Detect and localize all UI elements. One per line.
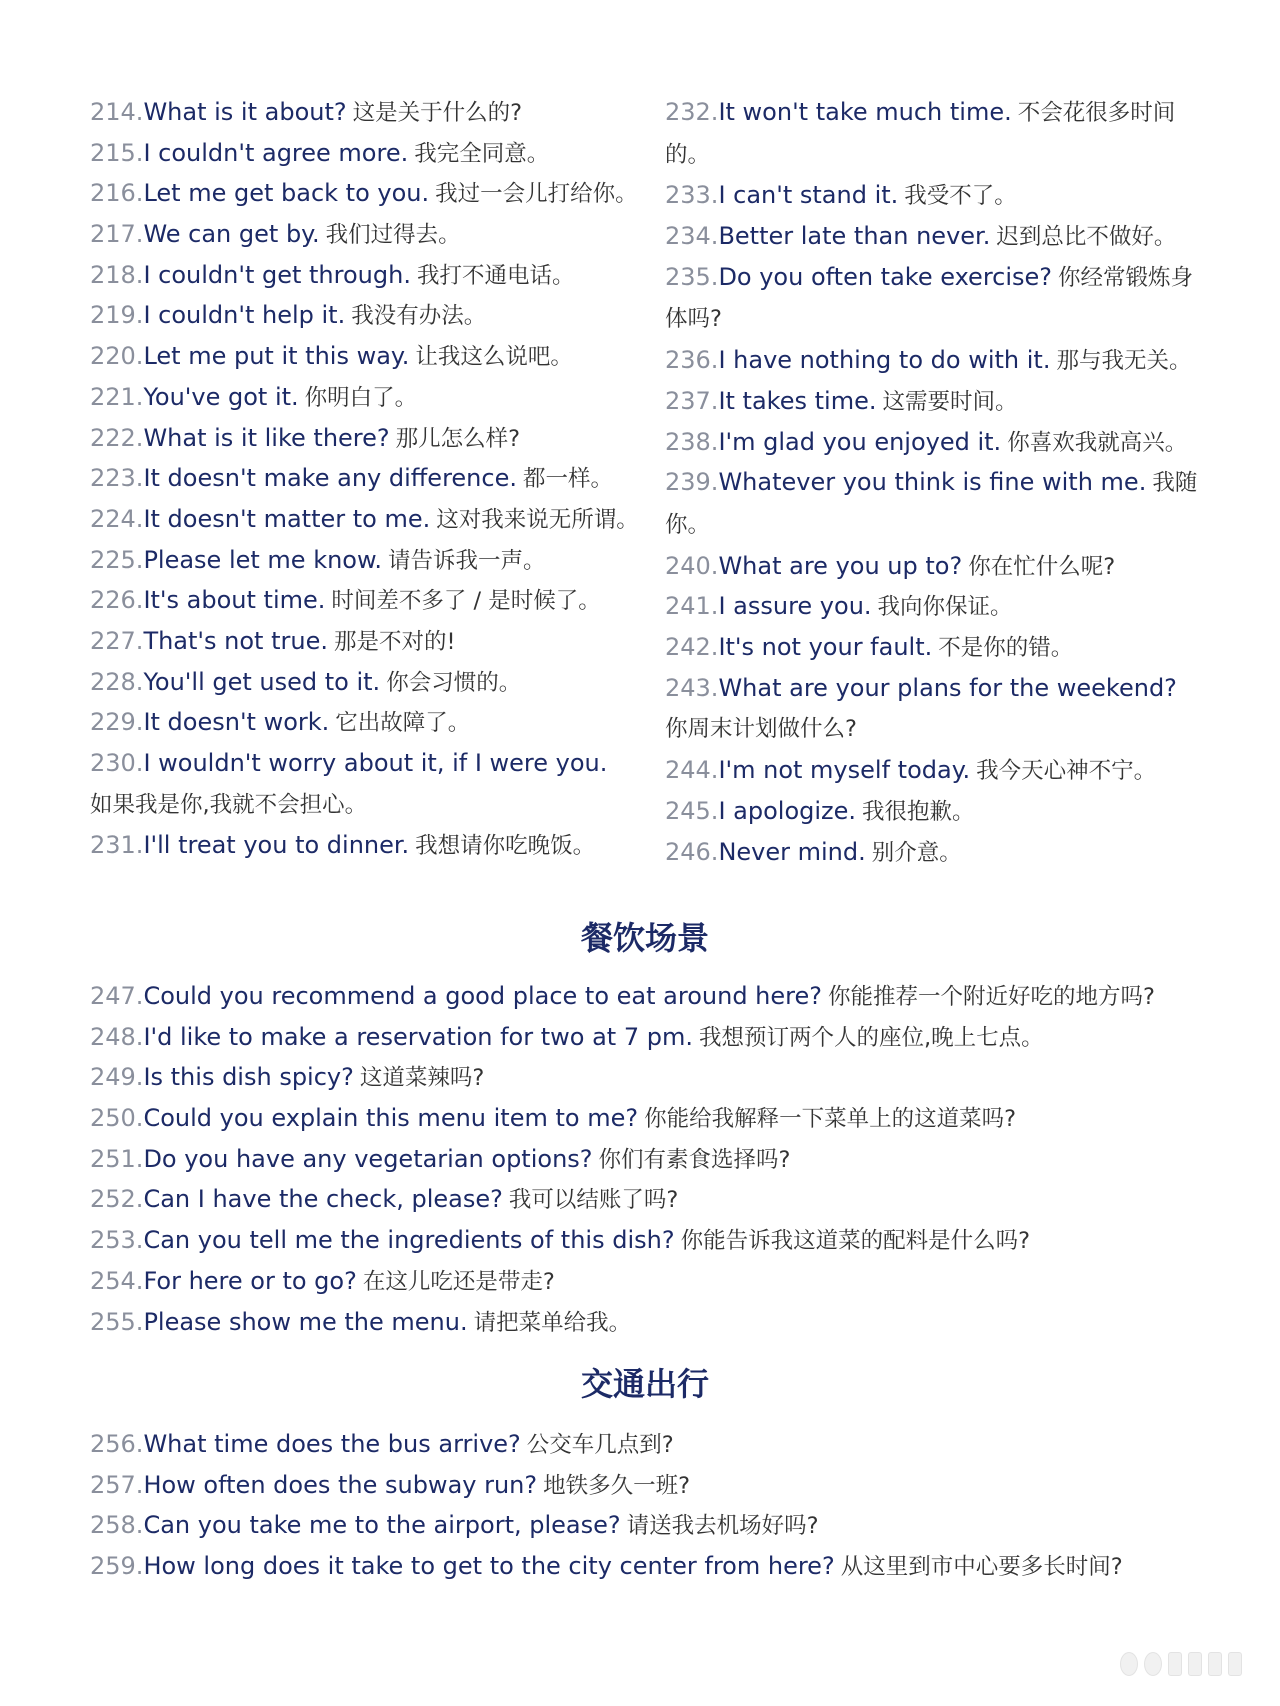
phrase-number: 236.: [665, 346, 719, 375]
phrase-line: [90, 702, 645, 743]
phrase-line: [90, 458, 645, 499]
phrase-english: Do you often take exercise?: [718, 262, 1053, 291]
phrase-line: [90, 377, 645, 418]
phrase-number: 246.: [665, 837, 719, 866]
phrase-english: I have nothing to do with it.: [718, 346, 1051, 375]
phrase-chinese: 你明白了。: [304, 384, 418, 411]
phrase-chinese: 你能告诉我这道菜的配料是什么吗?: [680, 1228, 1031, 1255]
phrase-line: [665, 546, 1200, 587]
phrase-number: 228.: [90, 667, 144, 696]
phrase-chinese: 请送我去机场好吗?: [626, 1513, 819, 1540]
phrase-chinese: 你会习惯的。: [386, 669, 522, 696]
phrase-line: [90, 540, 645, 581]
phrase-english: That's not true.: [143, 626, 328, 655]
phrase-english: Can I have the check, please?: [143, 1185, 503, 1214]
phrase-line: [90, 499, 645, 540]
phrase-english: It doesn't make any difference.: [143, 464, 517, 493]
phrase-line: [90, 1546, 1200, 1587]
phrase-number: 249.: [90, 1063, 144, 1092]
transport-section: [90, 1356, 1200, 1587]
phrase-chinese: 公交车几点到?: [526, 1432, 674, 1458]
phrase-line: [90, 825, 645, 866]
phrase-english: I wouldn't worry about it, if I were you.: [143, 749, 608, 777]
phrase-line: [90, 1261, 1200, 1302]
phrase-line: [90, 1017, 1200, 1058]
watermark-bar-icon: [1228, 1652, 1242, 1676]
phrase-english: Whatever you think is fine with me.: [718, 468, 1147, 497]
phrase-number: 227.: [90, 626, 144, 655]
phrase-chinese: 都一样。: [522, 466, 613, 493]
phrase-chinese: 你在忙什么呢?: [968, 553, 1116, 580]
phrase-number: 233.: [665, 181, 719, 210]
phrase-chinese: 我打不通电话。: [416, 262, 575, 289]
phrase-english: It takes time.: [718, 386, 877, 415]
phrase-number: 251.: [90, 1144, 144, 1173]
phrase-number: 223.: [90, 464, 144, 493]
phrase-english: Please let me know.: [143, 545, 383, 574]
phrase-number: 239.: [665, 468, 719, 497]
watermark-dot-icon: [1144, 1652, 1162, 1676]
phrase-line: [90, 580, 645, 621]
phrase-english: I can't stand it.: [718, 181, 899, 210]
phrase-line: [665, 668, 1200, 750]
phrase-english: I'm glad you enjoyed it.: [718, 427, 1002, 456]
phrase-line: [665, 381, 1200, 422]
phrase-chinese: 时间差不多了 / 是时候了。: [331, 588, 601, 615]
phrase-line: [665, 340, 1200, 381]
phrase-chinese: 迟到总比不做好。: [996, 224, 1177, 251]
phrase-number: 226.: [90, 586, 144, 615]
phrase-number: 253.: [90, 1226, 144, 1255]
phrase-english: It doesn't work.: [143, 708, 330, 737]
phrase-english: I'll treat you to dinner.: [143, 831, 410, 860]
phrase-english: You'll get used to it.: [143, 667, 381, 696]
phrase-line: [90, 743, 645, 825]
phrase-english: For here or to go?: [143, 1266, 357, 1295]
phrase-line: [90, 1057, 1200, 1098]
watermark-bar-icon: [1188, 1652, 1202, 1676]
phrase-english: What is it like there?: [143, 423, 390, 452]
phrase-chinese: 我可以结账了吗?: [508, 1187, 679, 1214]
phrase-english: What time does the bus arrive?: [143, 1430, 521, 1458]
phrase-line: [90, 133, 645, 174]
phrase-english: It's not your fault.: [718, 633, 933, 662]
phrase-english: Can you tell me the ingredients of this dish?: [143, 1226, 675, 1255]
phrase-number: 242.: [665, 633, 719, 662]
phrase-number: 217.: [90, 220, 144, 249]
phrase-english: Please show me the menu.: [143, 1307, 468, 1336]
phrase-english: Never mind.: [718, 837, 866, 866]
phrase-chinese: 你能推荐一个附近好吃的地方吗?: [828, 984, 1155, 1010]
phrase-english: I couldn't agree more.: [143, 138, 409, 167]
phrase-line: [90, 1220, 1200, 1261]
phrase-line: [665, 257, 1200, 340]
phrase-chinese: 我完全同意。: [414, 140, 550, 167]
right-phrase-column: [665, 92, 1200, 872]
phrase-number: 243.: [665, 673, 719, 702]
phrase-chinese: 我今天心神不宁。: [976, 758, 1157, 785]
phrase-english: What is it about?: [143, 98, 347, 126]
phrase-chinese: 从这里到市中心要多长时间?: [840, 1554, 1123, 1581]
phrase-english: Can you take me to the airport, please?: [143, 1511, 621, 1540]
phrase-english: It's about time.: [143, 586, 326, 615]
phrase-chinese: 地铁多久一班?: [543, 1472, 691, 1499]
phrase-number: 215.: [90, 138, 144, 167]
phrase-chinese: 我想预订两个人的座位,晚上七点。: [698, 1024, 1044, 1051]
phrase-line: [665, 750, 1200, 791]
phrase-chinese: 它出故障了。: [335, 710, 471, 737]
phrase-number: 248.: [90, 1022, 144, 1051]
phrase-chinese: 不会花很多时间的。: [665, 100, 1176, 168]
phrase-english: I apologize.: [718, 796, 857, 825]
phrase-number: 224.: [90, 504, 144, 533]
phrase-chinese: 你经常锻炼身体吗?: [665, 264, 1194, 333]
phrase-number: 255.: [90, 1307, 144, 1336]
phrase-line: [665, 832, 1200, 873]
phrase-line: [90, 173, 645, 214]
phrase-chinese: 我过一会儿打给你。: [435, 181, 638, 208]
phrase-chinese: 那与我无关。: [1056, 348, 1192, 375]
phrase-chinese: 我很抱歉。: [862, 798, 975, 825]
phrase-chinese: 我想请你吃晚饭。: [415, 833, 596, 860]
phrase-line: [90, 1505, 1200, 1546]
phrase-line: [90, 1139, 1200, 1180]
phrase-line: [90, 1302, 1200, 1343]
phrase-english: I'm not myself today.: [718, 756, 971, 785]
phrase-line: [665, 216, 1200, 257]
phrase-english: How often does the subway run?: [143, 1470, 538, 1499]
phrase-line: [665, 422, 1200, 463]
phrase-chinese: 你能给我解释一下菜单上的这道菜吗?: [644, 1106, 1017, 1133]
phrase-english: How long does it take to get to the city center from here?: [143, 1552, 835, 1581]
phrase-english: We can get by.: [143, 220, 320, 249]
section-heading: 餐饮场景: [580, 919, 709, 957]
phrase-chinese: 让我这么说吧。: [415, 344, 573, 371]
phrase-line: [90, 1098, 1200, 1139]
phrase-line: [90, 255, 645, 296]
phrase-english: Is this dish spicy?: [143, 1063, 354, 1092]
phrase-line: [665, 586, 1200, 627]
watermark-icon: [1120, 1652, 1242, 1676]
phrase-english: Better late than never.: [718, 222, 991, 251]
phrase-line: [90, 214, 645, 255]
phrase-english: What are you up to?: [718, 551, 963, 580]
phrase-number: 221.: [90, 382, 144, 411]
phrase-line: [90, 336, 645, 377]
phrase-line: [90, 662, 645, 703]
phrase-line: [90, 1179, 1200, 1220]
phrase-english: Do you have any vegetarian options?: [143, 1144, 593, 1173]
phrase-english: I assure you.: [718, 592, 872, 621]
phrase-line: [90, 1424, 1200, 1465]
phrase-chinese: 这需要时间。: [882, 388, 1018, 415]
phrase-english: I'd like to make a reservation for two at 7 pm.: [143, 1022, 693, 1051]
phrase-english: I couldn't help it.: [143, 301, 346, 330]
phrase-line: [665, 462, 1200, 545]
phrase-chinese: 我随你。: [665, 470, 1198, 538]
phrase-line: [665, 175, 1200, 216]
phrase-line: [90, 295, 645, 336]
phrase-number: 214.: [90, 98, 144, 126]
phrase-number: 216.: [90, 179, 144, 208]
phrase-chinese: 我受不了。: [904, 183, 1017, 210]
phrase-number: 256.: [90, 1430, 144, 1458]
phrase-number: 240.: [665, 551, 719, 580]
phrase-english: Let me get back to you.: [143, 179, 430, 208]
phrase-english: Could you recommend a good place to eat around here?: [143, 982, 822, 1010]
phrase-line: [665, 627, 1200, 668]
phrase-number: 257.: [90, 1470, 144, 1499]
watermark-dot-icon: [1120, 1652, 1138, 1676]
watermark-bar-icon: [1208, 1652, 1222, 1676]
phrase-number: 219.: [90, 301, 144, 330]
phrase-number: 252.: [90, 1185, 144, 1214]
left-phrase-column: [90, 92, 645, 866]
phrase-chinese: 这是关于什么的?: [352, 100, 523, 126]
phrase-chinese: 你们有素食选择吗?: [598, 1146, 791, 1173]
phrase-chinese: 这对我来说无所谓。: [436, 506, 639, 533]
phrase-number: 247.: [90, 982, 144, 1010]
phrase-chinese: 这道菜辣吗?: [359, 1065, 485, 1092]
phrase-number: 225.: [90, 545, 144, 574]
phrase-number: 245.: [665, 796, 719, 825]
phrase-number: 218.: [90, 260, 144, 289]
phrase-english: You've got it.: [143, 382, 299, 411]
phrase-number: 238.: [665, 427, 719, 456]
phrase-english: It doesn't matter to me.: [143, 504, 431, 533]
phrase-english: Could you explain this menu item to me?: [143, 1104, 639, 1133]
phrase-chinese: 不是你的错。: [938, 635, 1074, 662]
phrase-line: [90, 976, 1200, 1017]
phrase-number: 229.: [90, 708, 144, 737]
phrase-number: 232.: [665, 98, 719, 126]
phrase-number: 259.: [90, 1552, 144, 1581]
phrase-line: [665, 92, 1200, 175]
phrase-chinese: 请告诉我一声。: [388, 547, 546, 574]
phrase-chinese: 我们过得去。: [325, 222, 461, 249]
phrase-number: 237.: [665, 386, 719, 415]
phrase-chinese: 请把菜单给我。: [473, 1309, 632, 1336]
phrase-line: [90, 621, 645, 662]
phrase-english: Let me put it this way.: [143, 342, 410, 371]
phrase-chinese: 你周末计划做什么?: [665, 716, 857, 743]
phrase-number: 222.: [90, 423, 144, 452]
phrase-number: 235.: [665, 262, 719, 291]
phrase-line: [90, 1465, 1200, 1506]
phrase-number: 244.: [665, 756, 719, 785]
phrase-english: It won't take much time.: [718, 98, 1012, 126]
phrase-line: [90, 92, 645, 133]
phrase-number: 231.: [90, 831, 144, 860]
phrase-chinese: 那儿怎么样?: [395, 425, 521, 452]
phrase-chinese: 别介意。: [871, 839, 962, 866]
phrase-number: 258.: [90, 1511, 144, 1540]
phrase-english: I couldn't get through.: [143, 260, 411, 289]
phrase-line: [665, 791, 1200, 832]
phrase-number: 220.: [90, 342, 144, 371]
phrase-chinese: 我没有办法。: [351, 303, 487, 330]
phrase-chinese: 我向你保证。: [877, 594, 1013, 621]
section-heading: 交通出行: [580, 1365, 709, 1403]
phrase-chinese: 在这儿吃还是带走?: [362, 1268, 555, 1295]
phrase-chinese: 那是不对的!: [333, 628, 456, 655]
dining-section: [90, 910, 1200, 1342]
phrase-number: 241.: [665, 592, 719, 621]
phrase-chinese: 如果我是你,我就不会担心。: [90, 791, 368, 818]
phrase-number: 250.: [90, 1104, 144, 1133]
phrase-number: 230.: [90, 749, 144, 777]
watermark-bar-icon: [1168, 1652, 1182, 1676]
phrase-number: 234.: [665, 222, 719, 251]
phrase-chinese: 你喜欢我就高兴。: [1007, 429, 1188, 456]
phrase-number: 254.: [90, 1266, 144, 1295]
phrase-line: [90, 418, 645, 459]
phrase-english: What are your plans for the weekend?: [718, 673, 1177, 702]
